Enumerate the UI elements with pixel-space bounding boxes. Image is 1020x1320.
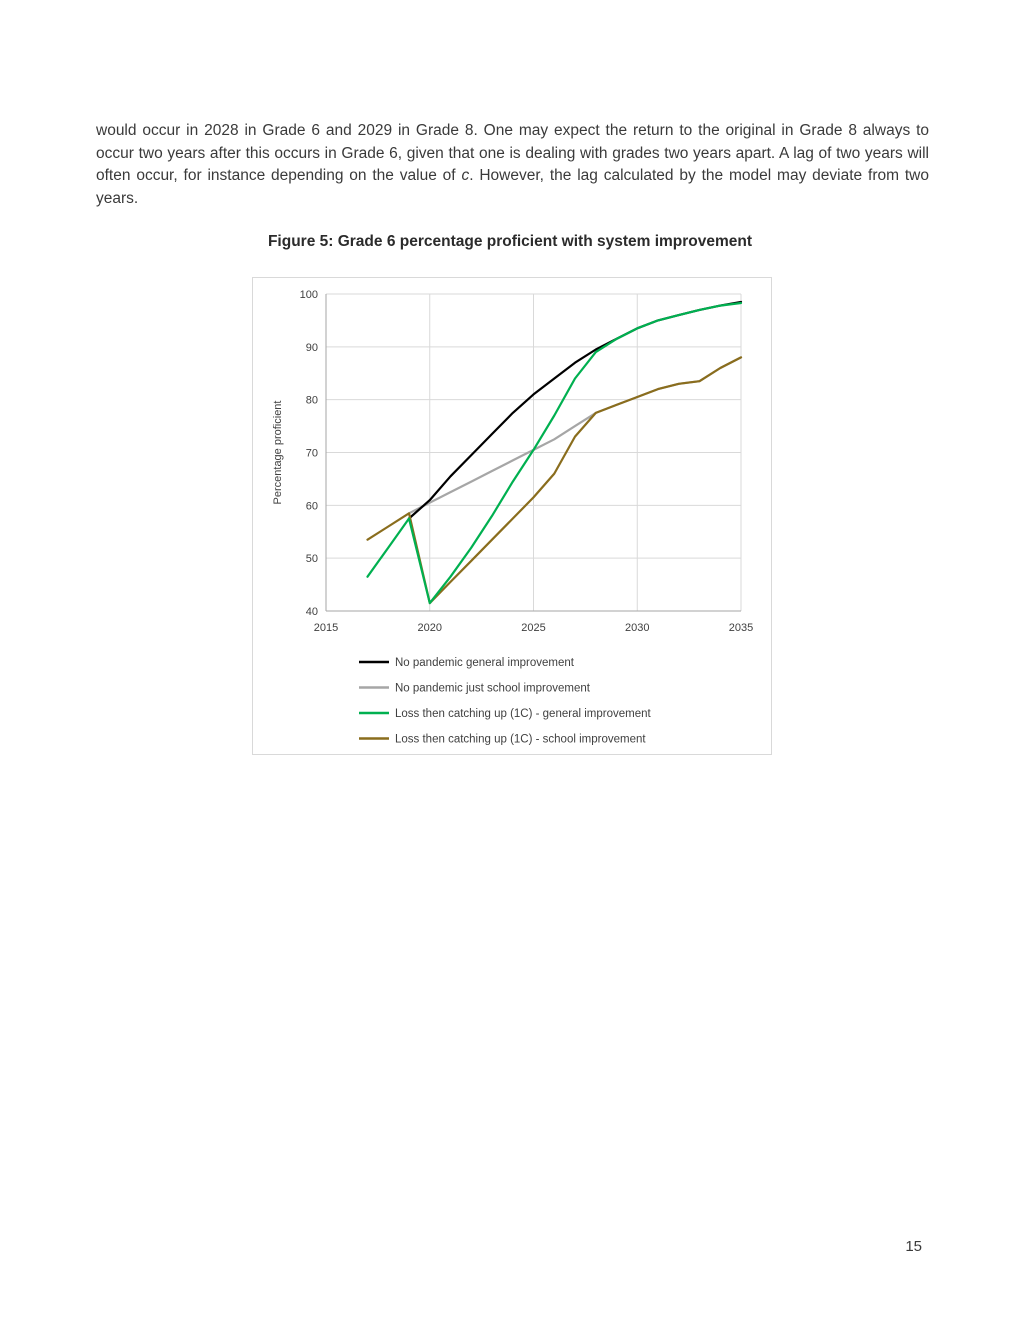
paragraph-italic-c: c — [461, 167, 470, 185]
paragraph — [96, 120, 929, 210]
paragraph-text: would occur in 2028 in Grade 6 and 2029 in Grade 8. One may expect the return to the original in Grade 8 always to occur two years after this occurs in Grade 6, given that one is dealing with grades two years apart. A lag of two years will often occur, for instance depending on the value of — [96, 122, 929, 185]
y-tick-label: 70 — [305, 447, 318, 460]
y-tick-label: 60 — [305, 500, 318, 513]
figure-chart-container — [252, 277, 772, 755]
y-tick-label: 80 — [305, 394, 318, 407]
page-number: 15 — [905, 1238, 922, 1255]
y-tick-label: 50 — [305, 553, 318, 566]
x-tick-label: 2020 — [417, 622, 442, 634]
y-axis-title: Percentage proficient — [272, 400, 284, 505]
x-tick-label: 2015 — [313, 622, 339, 634]
figure-chart — [253, 278, 771, 754]
x-tick-label: 2035 — [728, 622, 754, 634]
legend-label-0: No pandemic general improvement — [395, 657, 574, 669]
paragraph-text-after: . However, the lag calculated by the model may deviate from two years. — [96, 167, 929, 207]
legend-label-2: Loss then catching up (1C) - general improvement — [395, 708, 651, 720]
y-tick-label: 100 — [299, 289, 318, 301]
figure-title: Figure 5: Grade 6 percentage proficient with system improvement — [267, 233, 753, 250]
x-tick-label: 2025 — [521, 622, 546, 634]
legend-label-3: Loss then catching up (1C) - school improvement — [395, 733, 646, 746]
series-line-3 — [368, 357, 742, 603]
legend-label-1: No pandemic just school improvement — [395, 682, 590, 695]
series-line-0 — [409, 302, 741, 519]
x-tick-label: 2030 — [625, 622, 650, 634]
y-tick-label: 90 — [305, 341, 318, 354]
y-tick-label: 40 — [305, 606, 318, 618]
